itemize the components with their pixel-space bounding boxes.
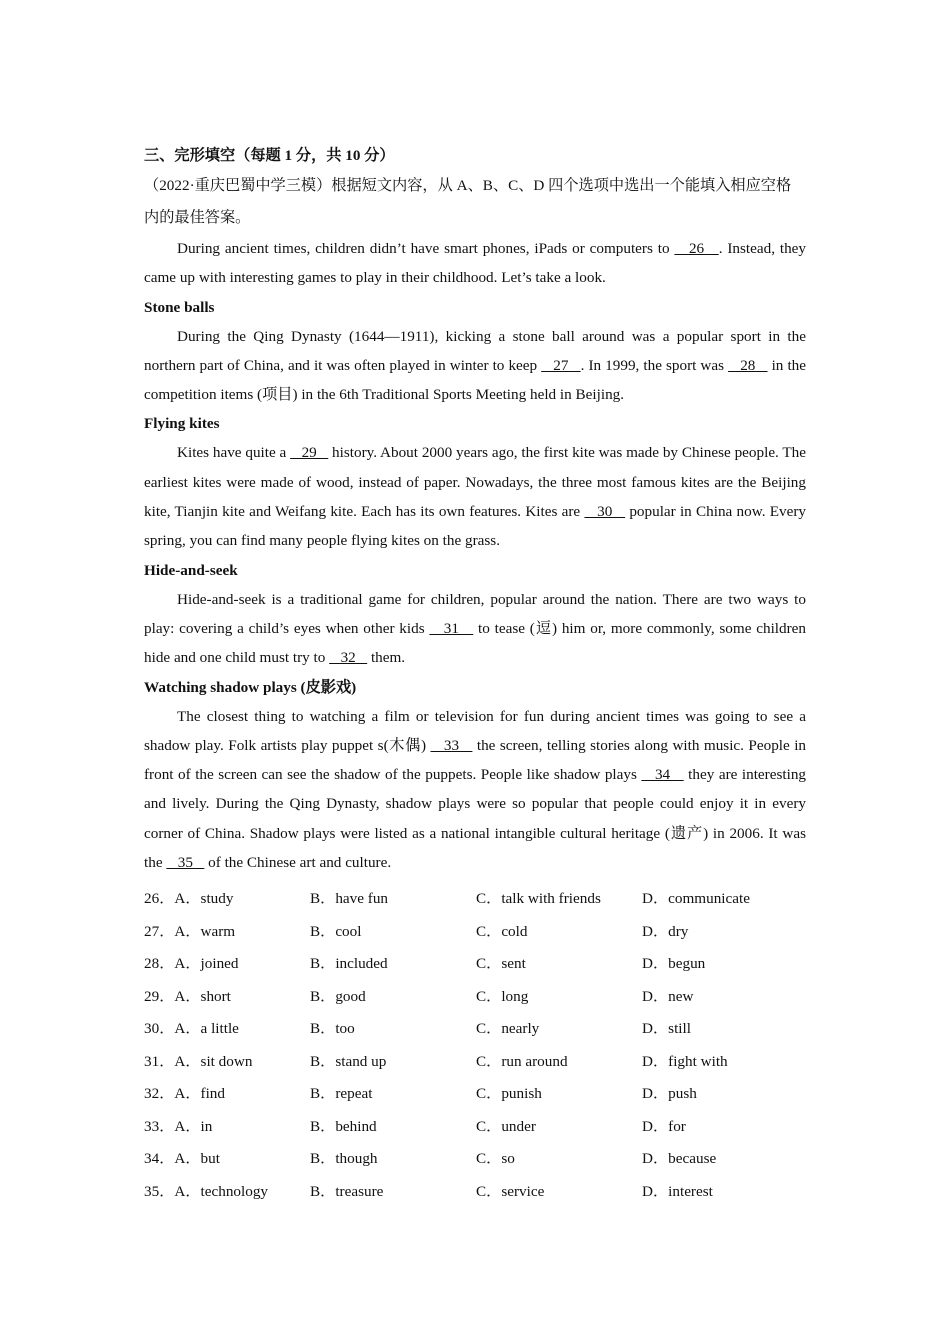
- option-row-29: [144, 979, 806, 1012]
- option-c: C．so: [476, 1150, 515, 1168]
- option-b: B．cool: [310, 922, 362, 940]
- option-d: D．dry: [642, 922, 689, 940]
- option-row-35: [144, 1174, 806, 1207]
- blank-32: 32: [329, 649, 368, 667]
- option-b: B．behind: [310, 1117, 377, 1135]
- heading-hide-and-seek: Hide-and-seek: [144, 561, 238, 579]
- option-a: 27．A．warm: [144, 922, 236, 940]
- option-d: D．for: [642, 1117, 686, 1135]
- answer-options: [144, 881, 806, 1206]
- option-a: 32．A．find: [144, 1085, 225, 1103]
- heading-stone-balls: Stone balls: [144, 298, 215, 316]
- option-row-32: [144, 1076, 806, 1109]
- paragraph-hide-and-seek: [144, 585, 806, 673]
- option-d: D．still: [642, 1020, 691, 1038]
- option-c: C．under: [476, 1117, 536, 1135]
- paragraph-flying-kites: [144, 438, 806, 555]
- text: . Instead, they came up with interesting games to play in their childhood. Let’s take a look.: [144, 240, 807, 287]
- blank-31: 31: [429, 619, 474, 637]
- option-c: C．talk with friends: [476, 890, 601, 908]
- text: of the Chinese art and culture.: [204, 854, 392, 872]
- option-c: C．sent: [476, 955, 526, 973]
- option-d: D．push: [642, 1085, 697, 1103]
- option-row-26: [144, 881, 806, 914]
- document-page: [144, 142, 806, 1206]
- option-b: B．stand up: [310, 1052, 387, 1070]
- option-d: D．begun: [642, 955, 706, 973]
- option-d: D．new: [642, 987, 694, 1005]
- option-a: 29．A．short: [144, 987, 231, 1005]
- text: popular in China now. Every spring, you can find many people flying kites on the grass.: [144, 503, 807, 550]
- option-row-28: [144, 946, 806, 979]
- text: During the Qing Dynasty (1644—1911), kicking a stone ball around was a popular sport in the northern part of China, and it was often played in winter to keep: [144, 327, 806, 374]
- text: Hide-and-seek is a traditional game for children, popular around the nation. There are two ways to play: covering a child’s eyes when other kids: [144, 590, 806, 637]
- text: them.: [367, 649, 406, 667]
- paragraph-intro: [144, 234, 806, 293]
- option-row-31: [144, 1044, 806, 1077]
- option-a: 31．A．sit down: [144, 1052, 253, 1070]
- text: in the competition items (项目) in the 6th Traditional Sports Meeting held in Beijing.: [144, 356, 807, 404]
- blank-35: 35: [166, 854, 205, 872]
- option-d: D．communicate: [642, 890, 750, 908]
- blank-30: 30: [584, 503, 626, 521]
- heading-shadow-plays: Watching shadow plays (皮影戏): [144, 678, 357, 696]
- text: the screen, telling stories along with music. People in front of the screen can see the shadow of the puppets. People like shadow plays: [144, 736, 807, 784]
- option-b: B．too: [310, 1020, 355, 1038]
- option-b: B．repeat: [310, 1085, 373, 1103]
- option-c: C．long: [476, 987, 529, 1005]
- option-d: D．because: [642, 1150, 717, 1168]
- option-b: B．have fun: [310, 890, 389, 908]
- option-row-34: [144, 1141, 806, 1174]
- option-c: C．cold: [476, 922, 528, 940]
- blank-27: 27: [541, 356, 581, 374]
- text: . In 1999, the sport was: [580, 356, 729, 374]
- heading-flying-kites: Flying kites: [144, 415, 220, 433]
- paragraph-stone-balls: [144, 322, 806, 410]
- option-a: 33．A．in: [144, 1117, 213, 1135]
- option-a: 26．A．study: [144, 890, 234, 908]
- option-c: C．run around: [476, 1052, 568, 1070]
- blank-29: 29: [290, 444, 329, 462]
- instructions: （2022·重庆巴蜀中学三模）根据短文内容，从 A、B、C、D 四个选项中选出一个能填入相应空格内的最佳答案。: [144, 177, 792, 226]
- option-c: C．punish: [476, 1085, 542, 1103]
- option-d: D．interest: [642, 1182, 713, 1200]
- option-a: 28．A．joined: [144, 955, 239, 973]
- option-b: B．treasure: [310, 1182, 384, 1200]
- section-title: 三、完形填空（每题 1 分，共 10 分）: [144, 147, 395, 164]
- option-b: B．though: [310, 1150, 378, 1168]
- option-c: C．nearly: [476, 1020, 540, 1038]
- option-a: 30．A．a little: [144, 1020, 239, 1038]
- blank-28: 28: [728, 356, 768, 374]
- blank-26: 26: [674, 240, 719, 257]
- blank-33: 33: [430, 736, 473, 754]
- option-b: B．included: [310, 955, 388, 973]
- option-a: 34．A．but: [144, 1150, 220, 1168]
- text: During ancient times, children didn’t have smart phones, iPads or computers to: [177, 240, 675, 257]
- text: The closest thing to watching a film or television for fun during ancient times was going to see a shadow play. Folk artists play puppet s(木偶): [144, 707, 806, 754]
- option-a: 35．A．technology: [144, 1182, 269, 1200]
- text: they are interesting and lively. During the Qing Dynasty, shadow plays were so popular that people could enjoy it in every corner of China. Shadow plays were listed as a national intangible cultural heritage (遗产) in 2006. It was the: [144, 766, 807, 872]
- option-d: D．fight with: [642, 1052, 728, 1070]
- option-c: C．service: [476, 1182, 545, 1200]
- paragraph-shadow-plays: [144, 702, 806, 878]
- text: to tease (逗) him or, more commonly, some children hide and one child must try to: [144, 619, 806, 667]
- option-row-33: [144, 1109, 806, 1142]
- option-b: B．good: [310, 987, 366, 1005]
- blank-34: 34: [641, 766, 684, 784]
- option-row-30: [144, 1011, 806, 1044]
- text: Kites have quite a: [177, 444, 291, 462]
- option-row-27: [144, 914, 806, 947]
- text: history. About 2000 years ago, the first kite was made by Chinese people. The earliest kites were made of wood, instead of paper. Nowadays, the three most famous kites are the Beijing kite, Tianjin kite and Weifang kite. Each has its own features. Kites are: [144, 444, 807, 521]
